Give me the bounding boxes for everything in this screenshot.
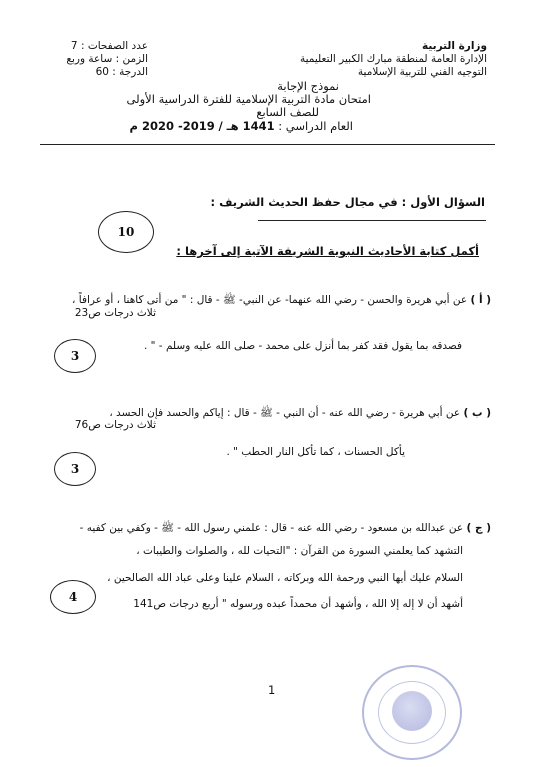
question1-underline xyxy=(258,220,486,221)
hadith-c-score-circle xyxy=(50,580,96,614)
hadith-c-text1: عن عبدالله بن مسعود - رضي الله عنه - قال : علمني رسول الله - ﷺ - وكفي بين كفيه - xyxy=(79,522,464,534)
hadith-a-marks: ثلاث درجات ص23 xyxy=(74,307,156,319)
grade-label: الدرجة : xyxy=(112,66,148,78)
hadith-b-label: ( ب ) xyxy=(463,407,491,419)
year-hijri: 1441 هـ / xyxy=(218,119,275,133)
question1-score-circle xyxy=(98,211,154,253)
hadith-c-score: 4 xyxy=(68,590,78,604)
exam-grade xyxy=(58,66,148,79)
grade-value: 60 xyxy=(95,66,109,78)
pages-label: عدد الصفحات : xyxy=(80,40,148,52)
hadith-b-text1: عن أبي هريرة - رضي الله عنه - أن النبي - ﷺ - قال : إياكم والحسد فإن الحسد ، xyxy=(109,407,461,419)
academic-year xyxy=(130,119,353,133)
ministry-name: وزارة التربية xyxy=(421,40,487,52)
hadith-c-line4: أشهد أن لا إله إلا الله ، وأشهد أن محمداً عبده ورسوله " أربع درجات ص141 xyxy=(133,598,463,610)
question1-instruction: أكمل كتابة الأحاديث النبوية الشريفة الآتية إلى آخرها : xyxy=(176,244,479,258)
exam-title: امتحان مادة التربية الإسلامية للفترة الدراسية الأولى xyxy=(126,92,371,106)
hadith-c-line3: السلام عليك أيها النبي ورحمة الله وبركاته ، السلام علينا وعلى عباد الله الصالحين ، xyxy=(107,572,463,584)
hadith-c-label: ( ج ) xyxy=(466,522,491,534)
question1-score: 10 xyxy=(117,225,135,239)
hadith-b-line2: يأكل الحسنات ، كما تأكل النار الحطب " . xyxy=(226,446,405,458)
hadith-a-text1: عن أبي هريرة والحسن - رضي الله عنهما- عن النبي- ﷺ - قال : " من أتى كاهنا ، أو عرافاً ، xyxy=(72,294,468,306)
hadith-b-score-circle xyxy=(54,452,96,486)
hadith-a-score-circle xyxy=(54,339,96,373)
year-label: العام الدراسي : xyxy=(278,119,353,133)
question1-heading: السؤال الأول : في مجال حفظ الحديث الشريف : xyxy=(210,195,485,209)
hadith-a-line2: فصدقه بما يقول فقد كفر بما أنزل على محمد - صلى الله عليه وسلم - " . xyxy=(143,340,462,352)
hadith-b-score: 3 xyxy=(70,462,80,476)
header-divider xyxy=(40,144,495,145)
page-number: 1 xyxy=(268,683,276,697)
hadith-a-label: ( أ ) xyxy=(470,294,491,306)
stamp-globe-emblem xyxy=(392,691,432,731)
hadith-b-marks: ثلاث درجات ص76 xyxy=(74,419,156,431)
answer-model-title: نموذج الإجابة xyxy=(277,79,339,93)
hadith-a-line1 xyxy=(72,294,491,307)
class-title: للصف السابع xyxy=(256,105,319,119)
exam-time xyxy=(58,53,148,66)
hadith-a-score: 3 xyxy=(70,349,80,363)
hadith-b-line1 xyxy=(109,407,491,420)
hadith-c-line1 xyxy=(80,522,491,535)
time-value: ساعة وربع xyxy=(66,53,113,65)
supervision-name: التوجيه الفني للتربية الإسلامية xyxy=(357,66,487,78)
directorate-name: الإدارة العامة لمنطقة مبارك الكبير التعليمية xyxy=(299,53,487,65)
official-stamp-icon xyxy=(362,665,462,760)
pages-value: 7 xyxy=(70,40,78,52)
pages-count xyxy=(58,40,148,53)
hadith-c-line2: التشهد كما يعلمني السورة من القرآن : "التحيات لله ، والصلوات والطيبات ، xyxy=(136,545,463,557)
year-gregorian: 2019- 2020 م xyxy=(129,119,215,133)
time-label: الزمن : xyxy=(115,53,148,65)
